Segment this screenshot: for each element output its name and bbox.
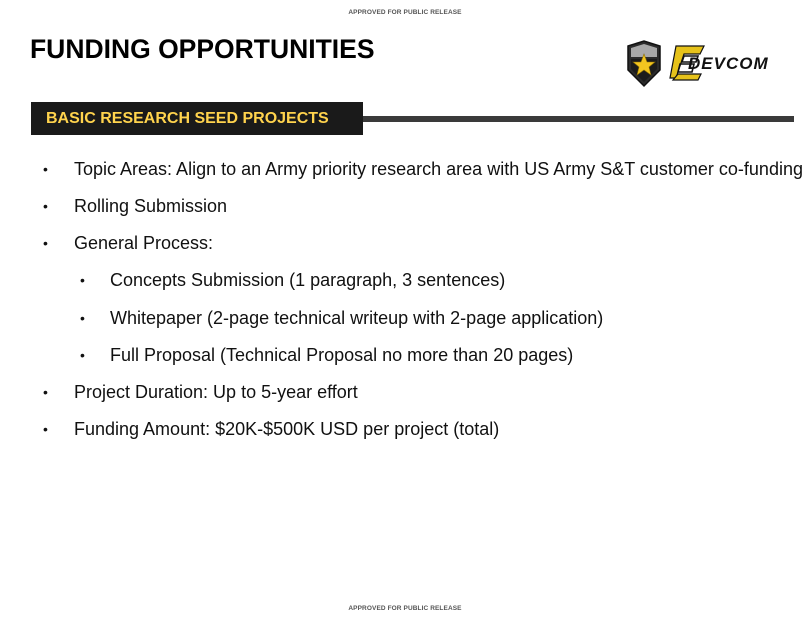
- list-item-text: General Process:: [74, 233, 214, 253]
- bullet-icon: •: [80, 347, 85, 363]
- list-item-text: Funding Amount: $20K-$500K USD per project (total): [74, 419, 500, 439]
- page-title: FUNDING OPPORTUNITIES: [30, 34, 375, 64]
- bullet-icon: •: [43, 421, 48, 437]
- section-heading: BASIC RESEARCH SEED PROJECTS: [46, 110, 329, 127]
- section-divider: [360, 116, 794, 122]
- list-item-text: Topic Areas: Align to an Army priority research area with US Army S&T customer co-funding: [74, 159, 803, 179]
- release-marking-top: APPROVED FOR PUBLIC RELEASE: [348, 9, 462, 16]
- bullet-icon: •: [43, 235, 48, 251]
- bullet-icon: •: [80, 310, 85, 326]
- list-item-text: Whitepaper (2-page technical writeup with 2-page application): [110, 308, 604, 328]
- bullet-icon: •: [43, 198, 48, 214]
- list-item-text: Project Duration: Up to 5-year effort: [74, 382, 358, 402]
- release-marking-bottom: APPROVED FOR PUBLIC RELEASE: [348, 605, 462, 612]
- list-item-text: Concepts Submission (1 paragraph, 3 sentences): [110, 270, 506, 290]
- bullet-icon: •: [43, 384, 48, 400]
- bullet-icon: •: [43, 161, 48, 177]
- army-shield-icon: [628, 41, 660, 86]
- logo-group: [626, 40, 786, 90]
- devcom-wordmark: DEVCOM: [688, 54, 769, 73]
- section-banner: [31, 102, 363, 135]
- bullet-icon: •: [80, 272, 85, 288]
- list-item-text: Full Proposal (Technical Proposal no more than 20 pages): [110, 345, 574, 365]
- list-item-text: Rolling Submission: [74, 196, 228, 216]
